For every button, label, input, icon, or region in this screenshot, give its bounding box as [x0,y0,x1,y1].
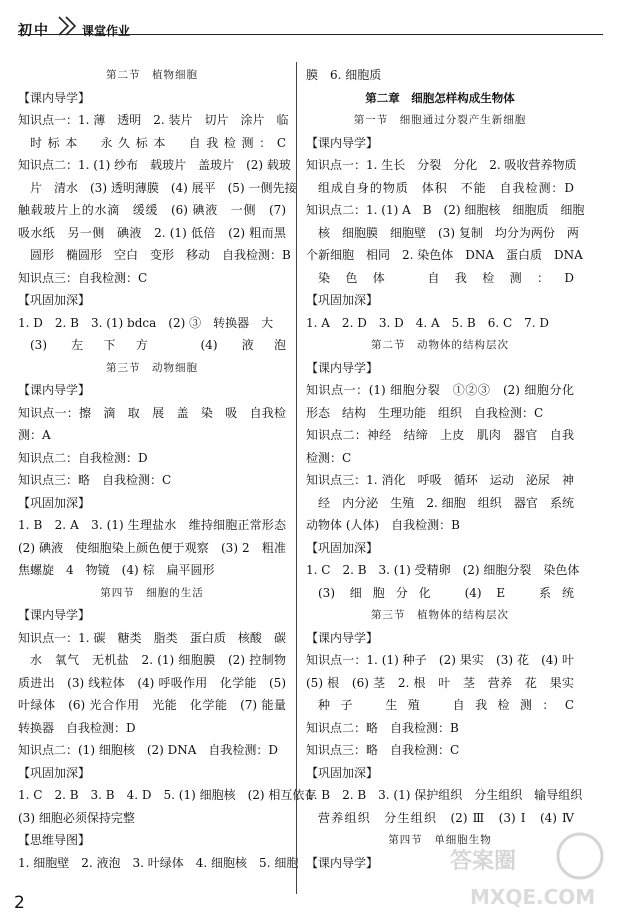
block-label: 【课内导学】 [18,383,91,397]
answer-line: (5) 根 (6) 茎 2. 根 叶 茎 营养 花 果实 [306,675,574,690]
answer-line: 圆形 椭圆形 空白 变形 移动 自我检测：B [30,248,291,262]
answer-line: 片 清水 (3) 透明薄膜 (4) 展平 (5) 一侧先接 [30,180,297,195]
block-label: 【巩固加深】 [18,765,91,780]
answer-line: (3) 左下方 (4) 液泡 [30,338,286,352]
grade-level-label: 初中 [18,23,50,39]
block-label: 【巩固加深】 [306,765,379,780]
answer-line: 叶绿体 (6) 光合作用 光能 化学能 (7) 能量 [18,698,286,712]
answer-line: 知识点二：1. (1) A B (2) 细胞核 细胞质 细胞 [306,203,585,217]
header-rule [18,34,603,35]
watermark-main: 答案圈 [450,849,517,874]
answer-line: 知识点三：自我检测：C [18,270,148,285]
answer-line: 知识点一：1. (1) 种子 (2) 果实 (3) 花 (4) 叶 [306,653,574,667]
answer-line: 1. C 2. B 3. (1) 受精卵 (2) 细胞分裂 染色体 [306,563,580,577]
answer-line: 1. B 2. A 3. (1) 生理盐水 维持细胞正常形态 [18,518,286,532]
answer-line: 知识点一：1. 碳 糖类 脂类 蛋白质 核酸 碳 [18,630,286,645]
block-label: 【课内导学】 [306,855,379,870]
answer-line: 吸水纸 另一侧 碘液 2. (1) 低倍 (2) 粗而黑 [18,225,286,240]
answer-line: (2) 碘液 使细胞染上颜色便于观察 (3) 2 粗准 [18,540,286,555]
section-heading: 第三节 动物细胞 [106,361,198,374]
answer-line: 个新细胞 相同 2. 染色体 DNA 蛋白质 DNA [306,248,583,262]
page-header [0,0,621,40]
section-heading: 第四节 细胞的生活 [100,586,204,599]
answer-line: 种子 生殖 自我检测：C [318,698,574,712]
section-heading: 第二节 动物体的结构层次 [371,339,509,351]
block-label: 【课内导学】 [18,608,91,622]
block-label: 【思维导图】 [18,833,91,847]
answer-line: 知识点二：1. (1) 纱布 载玻片 盖玻片 (2) 载玻 [18,158,291,172]
answer-line: 知识点二：自我检测：D [18,450,148,465]
block-label: 【课内导学】 [306,135,379,150]
section-heading: 第四节 单细胞生物 [388,834,492,846]
section-heading: 第三节 植物体的结构层次 [371,609,509,621]
answer-line: 核 细胞膜 细胞壁 (3) 复制 均分为两份 两 [318,225,579,240]
answer-line: 1. A 2. D 3. D 4. A 5. B 6. C 7. D [306,315,550,330]
column-divider [296,62,297,894]
chapter-heading: 第二章 细胞怎样构成生物体 [365,90,515,105]
block-label: 【巩固加深】 [306,540,379,555]
answer-line: 1. D 2. B 3. (1) bdca (2) ③ 转换器 大 [18,315,274,330]
answer-line: 动物体 (人体) 自我检测：B [306,518,460,532]
answer-line: 知识点三：略 自我检测：C [306,743,460,757]
answer-line: 检测：C [306,450,352,465]
answer-line: 触载玻片上的水滴 缓缓 (6) 碘液 一侧 (7) [18,203,286,217]
answer-line: 1. 细胞壁 2. 液泡 3. 叶绿体 4. 细胞核 5. 细胞 [18,855,299,870]
answer-line: 知识点三：1. 消化 呼吸 循环 运动 泌尿 神 [306,473,574,487]
answer-line: 形态 结构 生理功能 组织 自我检测：C [306,405,544,420]
answer-line: 组成自身的物质 体积 不能 自我检测：D [318,180,574,195]
answer-line: (3) 细胞分化 (4) E 系统 [318,585,574,600]
answer-line: 知识点一：1. 薄 透明 2. 装片 切片 涂片 临 [18,113,289,127]
answer-line: 质进出 (3) 线粒体 (4) 呼吸作用 化学能 (5) [18,675,286,690]
answer-line: 测：A [18,428,51,442]
answer-line: 转换器 自我检测：D [18,720,136,735]
block-label: 【巩固加深】 [18,293,91,307]
answer-line: 经 内分泌 生殖 2. 细胞 组织 器官 系统 [318,495,574,510]
answer-line: 知识点二：略 自我检测：B [306,720,459,735]
right-column [306,64,585,874]
answer-line: 知识点二：神经 结缔 上皮 肌肉 器官 自我 [306,428,574,442]
block-label: 【课内导学】 [306,630,379,645]
block-label: 【课内导学】 [306,360,379,375]
answer-line: 知识点一：(1) 细胞分裂 ①②③ (2) 细胞分化 [306,383,574,397]
answer-line: 知识点一：1. 生长 分裂 分化 2. 吸收营养物质 [306,158,577,172]
answer-line: 知识点二：(1) 细胞核 (2) DNA 自我检测：D [18,743,279,757]
answer-line: (3) 细胞必须保持完整 [18,810,135,825]
answer-line: 水 氧气 无机盐 2. (1) 细胞膜 (2) 控制物 [30,653,286,667]
answer-line: 知识点三：略 自我检测：C [18,473,172,487]
answer-line: 知识点一：擦 滴 取 展 盖 染 吸 自我检 [18,405,286,420]
left-column [18,64,317,874]
block-label: 【巩固加深】 [18,495,91,510]
answer-line: 膜 6. 细胞质 [306,68,382,82]
answer-line: 染色体 自我检测：D [318,270,574,285]
series-title: 课堂作业 [82,24,131,38]
answer-line: 时标本 永久标本 自我检测：C [30,135,286,150]
block-label: 【巩固加深】 [306,293,379,307]
watermark-logo [440,826,610,916]
page-number: 2 [14,893,25,913]
answer-line: 1. C 2. B 3. B 4. D 5. (1) 细胞核 (2) 相互依存 [18,788,317,802]
answer-line: 营养组织 分生组织 (2) Ⅲ (3) Ⅰ (4) Ⅳ [318,810,574,825]
section-heading: 第二节 植物细胞 [106,69,198,81]
watermark-sub: MXQE.COM [470,885,596,909]
section-heading: 第一节 细胞通过分裂产生新细胞 [353,114,527,126]
answer-line: 焦螺旋 4 物镜 (4) 棕 扁平圆形 [18,563,215,577]
block-label: 【课内导学】 [18,90,91,105]
answer-line: 1. B 2. B 3. (1) 保护组织 分生组织 输导组织 [306,788,583,802]
